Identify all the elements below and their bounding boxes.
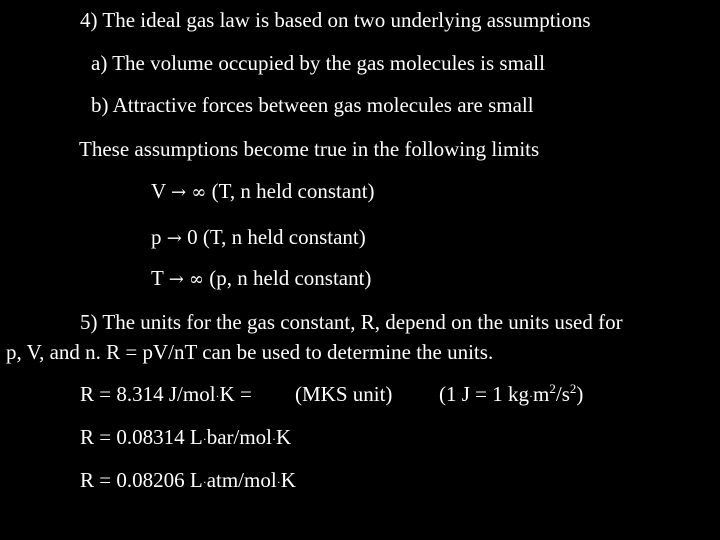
middle-dot: ·	[276, 475, 281, 489]
limit-variable: T	[151, 266, 164, 290]
point-4-heading: 4) The ideal gas law is based on two underlying assumptions	[80, 8, 591, 32]
middle-dot: ·	[202, 475, 207, 489]
point-5-line-1: 5) The units for the gas constant, R, depend on the units used for	[80, 310, 623, 334]
limit-target: ∞	[191, 182, 207, 203]
limits-intro: These assumptions become true in the following limits	[79, 137, 540, 161]
middle-dot: ·	[272, 432, 277, 446]
limit-variable: p	[151, 225, 162, 249]
r-value-unit-end: K =	[219, 382, 252, 406]
middle-dot: ·	[529, 389, 534, 403]
limit-target: 0	[187, 225, 198, 249]
r-value-joules	[80, 381, 252, 410]
right-arrow-icon: →	[171, 182, 187, 203]
r-value-note: (MKS unit)	[295, 382, 393, 406]
limit-pressure	[151, 224, 366, 252]
right-arrow-icon: →	[166, 228, 182, 249]
r-value-bar: R = 0.08314 L·bar/mol·K	[80, 425, 292, 449]
limit-condition: (T, n held constant)	[202, 225, 366, 249]
limit-condition: (p, n held constant)	[209, 266, 372, 290]
limit-condition: (T, n held constant)	[211, 179, 375, 203]
r-value-main: R = 8.314 J/mol	[80, 382, 216, 406]
assumption-a: a) The volume occupied by the gas molecules is small	[91, 51, 545, 75]
limit-volume	[151, 178, 375, 206]
r-value-atm: R = 0.08206 L·atm/mol·K	[80, 468, 296, 492]
limit-variable: V	[151, 179, 166, 203]
assumption-b: b) Attractive forces between gas molecules are small	[91, 93, 534, 117]
middle-dot: ·	[202, 432, 207, 446]
point-5-line-2: p, V, and n. R = pV/nT can be used to determine the units.	[6, 340, 494, 364]
right-arrow-icon: →	[168, 269, 184, 290]
limit-temperature	[151, 265, 371, 293]
limit-target: ∞	[189, 269, 205, 290]
middle-dot: ·	[215, 389, 220, 403]
joule-definition: (1 J = 1 $kg\cdot m^2/s^2$)	[439, 381, 584, 406]
